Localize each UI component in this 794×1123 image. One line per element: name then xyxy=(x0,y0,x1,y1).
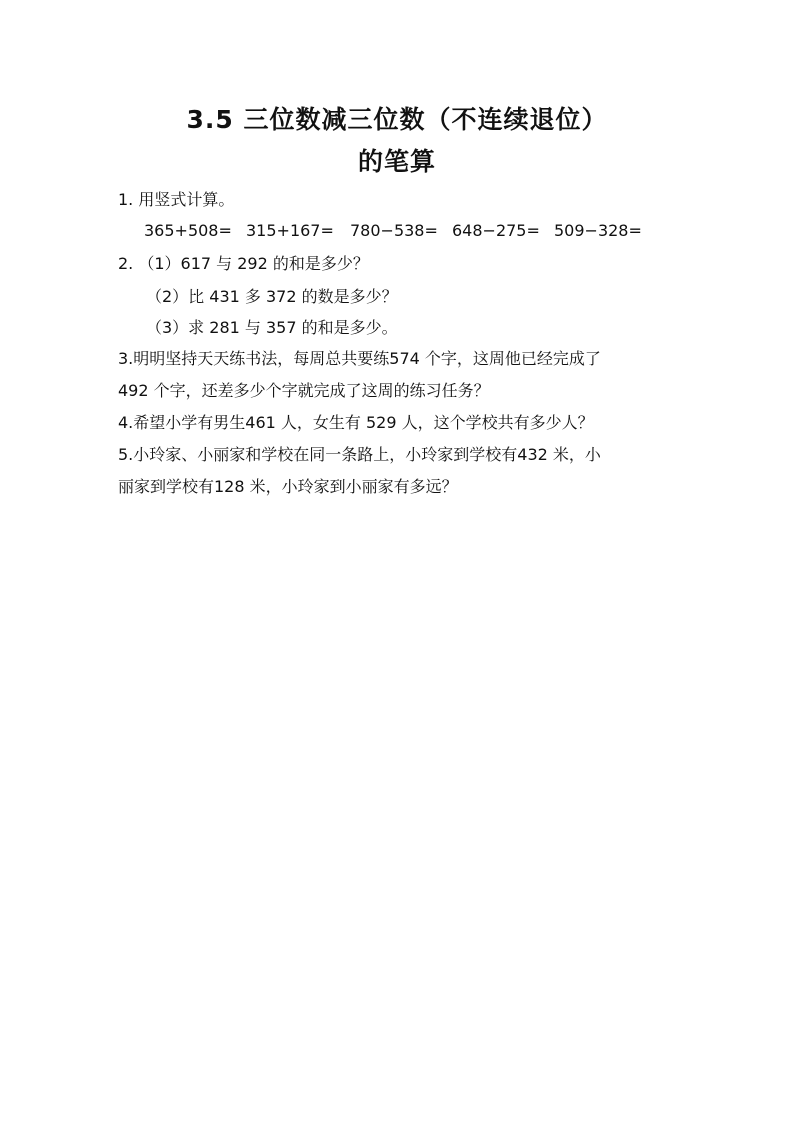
question-3-line-2: 492 个字，还差多少个字就完成了这周的练习任务？ xyxy=(118,381,490,400)
page-title-line-1: 3.5 三位数减三位数（不连续退位） xyxy=(186,105,608,134)
question-3-line-1: 3.明明坚持天天练书法，每周总共要练574 个字，这周他已经完成了 xyxy=(118,349,601,368)
question-2-part-1: 2. （1）617 与 292 的和是多少？ xyxy=(118,254,369,273)
calc-item-3: 780−538= xyxy=(350,221,438,240)
question-4-line-1: 4.希望小学有男生461 人，女生有 529 人，这个学校共有多少人？ xyxy=(118,413,594,432)
question-2-part-3: （3）求 281 与 357 的和是多少。 xyxy=(146,318,398,337)
page-title-line-2: 的笔算 xyxy=(357,147,436,176)
question-5-line-2: 丽家到学校有128 米，小玲家到小丽家有多远？ xyxy=(118,477,458,496)
calc-item-5: 509−328= xyxy=(554,221,642,240)
question-1-label: 1. 用竖式计算。 xyxy=(118,190,235,209)
question-5-line-1: 5.小玲家、小丽家和学校在同一条路上，小玲家到学校有432 米，小 xyxy=(118,445,601,464)
calc-item-1: 365+508= xyxy=(144,221,232,240)
calc-item-2: 315+167= xyxy=(246,221,334,240)
calc-item-4: 648−275= xyxy=(452,221,540,240)
question-2-part-2: （2）比 431 多 372 的数是多少？ xyxy=(146,287,398,306)
